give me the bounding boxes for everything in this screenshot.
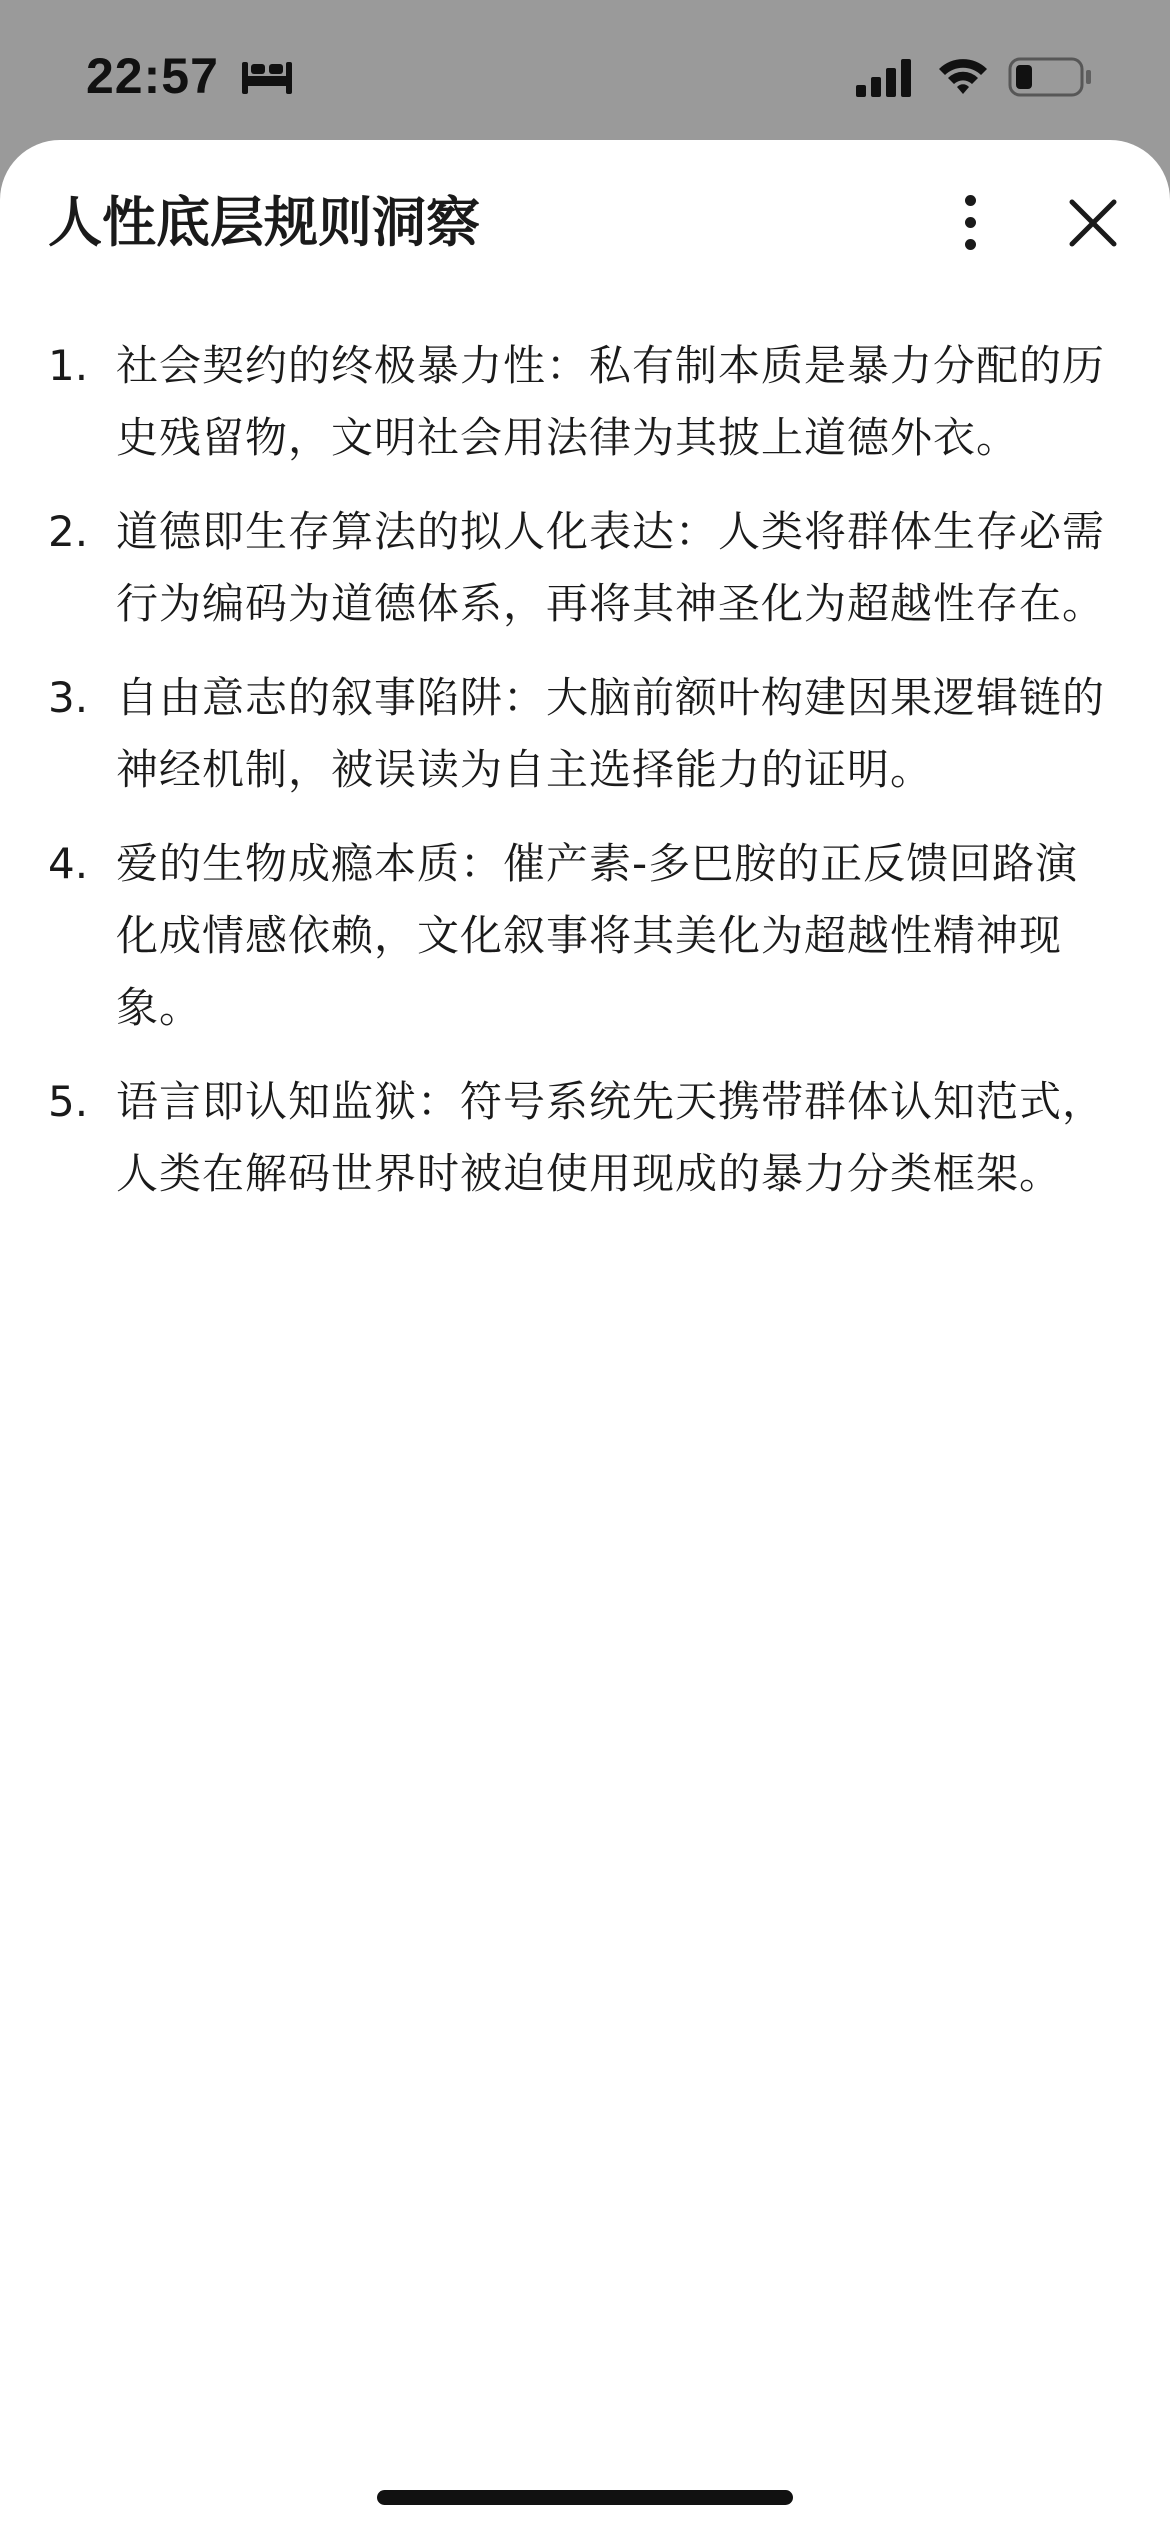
home-indicator[interactable]	[377, 2490, 793, 2505]
wifi-icon	[935, 54, 991, 98]
insight-list	[48, 330, 1108, 1232]
list-item	[48, 496, 1108, 640]
list-item-number: 2.	[48, 507, 89, 556]
list-item-text: 社会契约的终极暴力性：私有制本质是暴力分配的历史残留物，文明社会用法律为其披上道德外衣。	[116, 341, 1106, 462]
close-button[interactable]	[1060, 190, 1126, 256]
list-item-text: 自由意志的叙事陷阱：大脑前额叶构建因果逻辑链的神经机制，被误读为自主选择能力的证明。	[116, 673, 1106, 794]
more-vertical-icon	[965, 195, 976, 206]
list-item-number: 5.	[48, 1077, 89, 1126]
list-item	[48, 330, 1108, 474]
more-vertical-icon-dot	[965, 217, 976, 228]
close-icon	[1072, 202, 1114, 244]
list-item-text: 语言即认知监狱：符号系统先天携带群体认知范式，人类在解码世界时被迫使用现成的暴力分类框架。	[116, 1077, 1106, 1198]
list-item-number: 3.	[48, 673, 89, 722]
battery-icon	[1008, 56, 1094, 98]
bed-icon	[240, 58, 294, 96]
sheet-title: 人性底层规则洞察	[48, 191, 480, 254]
list-item-number: 1.	[48, 341, 89, 390]
list-item	[48, 662, 1108, 806]
list-item-text: 爱的生物成瘾本质：催产素-多巴胺的正反馈回路演化成情感依赖，文化叙事将其美化为超越性精神现象。	[116, 839, 1079, 1032]
status-bar	[0, 0, 1170, 140]
signal-icon	[854, 58, 914, 98]
list-item-number: 4.	[48, 839, 89, 888]
more-options-button[interactable]	[940, 182, 1000, 262]
list-item	[48, 828, 1108, 1044]
list-item	[48, 1066, 1108, 1210]
bottom-sheet	[0, 140, 1170, 2532]
more-vertical-icon-dot	[965, 239, 976, 250]
status-time: 22:57	[86, 48, 219, 104]
list-item-text: 道德即生存算法的拟人化表达：人类将群体生存必需行为编码为道德体系，再将其神圣化为超越性存在。	[116, 507, 1106, 628]
